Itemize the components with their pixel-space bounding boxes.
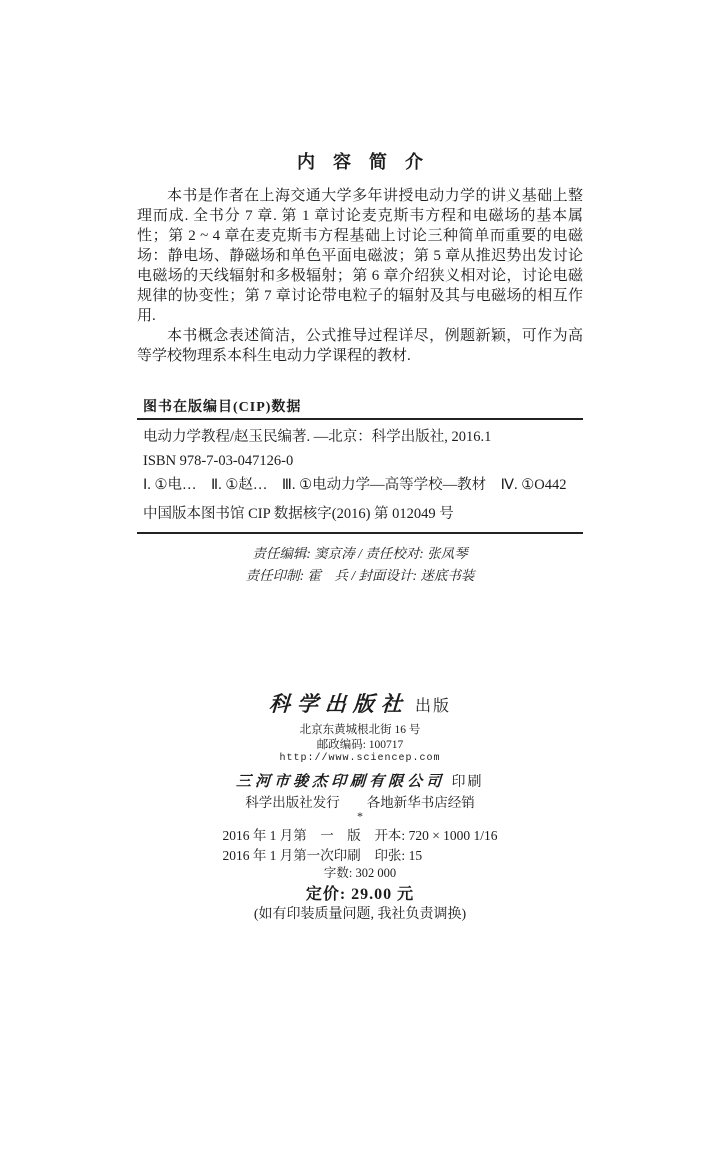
publisher-postcode: 邮政编码: 100717 — [316, 739, 404, 751]
intro-paragraph-2: 本书概念表述简洁，公式推导过程详尽，例题新颖，可作为高等学校物理系本科生电动力学课程的教材. — [137, 328, 583, 364]
staff-print-design-line: 责任印制: 霍 兵 / 封面设计: 迷底书装 — [245, 568, 475, 583]
staff-editors-line: 责任编辑: 窦京涛 / 责任校对: 张凤琴 — [252, 546, 468, 561]
quality-note-line: (如有印装质量问题, 我社负责调换) — [253, 907, 467, 922]
asterisk-divider: * — [357, 809, 363, 823]
cip-registry-line: 中国版本图书馆 CIP 数据核字(2016) 第 012049 号 — [143, 506, 454, 522]
publisher-url: http://www.sciencep.com — [279, 753, 441, 764]
cip-title-line: 电动力学教程/赵玉民编著. —北京：科学出版社, 2016.1 — [143, 429, 492, 445]
printer-name: 三河市骏杰印刷有限公司 — [236, 774, 446, 790]
printer-line — [137, 772, 583, 792]
intro-paragraph-1: 本书是作者在上海交通大学多年讲授电动力学的讲义基础上整理而成. 全书分 7 章. 第 1 章讨论麦克斯韦方程和电磁场的基本属性；第 2 ~ 4 章在麦克斯韦方程基础上讨论三种简单而重要的电磁场：静电场、静磁场和单色平面电磁波；第 5 章从推迟势出发讨论电磁场的天线辐射和多极辐射；第 6 章介绍狭义相对论，讨论电磁规律的协变性；第 7 章讨论带电粒子的辐射及其与电磁场的相互作用. — [137, 188, 583, 324]
print-label: 印刷 — [451, 775, 484, 790]
imprint-block — [137, 691, 583, 924]
publisher-address: 北京东黄城根北街 16 号 — [299, 724, 421, 736]
cip-heading: 图书在版编目(CIP)数据 — [143, 400, 302, 415]
word-count-line: 字数: 302 000 — [323, 866, 397, 880]
cip-body — [137, 420, 583, 532]
edition-line-right: 开本: 720 × 1000 1/16 — [374, 828, 498, 843]
publish-label: 出版 — [414, 698, 451, 715]
printing-line-right: 印张: 15 — [374, 848, 423, 863]
cip-bottom-rule — [137, 532, 583, 534]
staff-credits — [137, 543, 583, 587]
cip-classification-line: Ⅰ. ①电… Ⅱ. ①赵… Ⅲ. ①电动力学—高等学校—教材 Ⅳ. ①O442 — [143, 477, 567, 493]
cip-isbn-line: ISBN 978-7-03-047126-0 — [143, 453, 294, 469]
cip-data-box — [137, 398, 583, 534]
copyright-page — [137, 150, 583, 924]
intro-title: 内 容 简 介 — [297, 152, 423, 172]
distribution-line: 科学出版社发行 各地新华书店经销 — [245, 795, 475, 810]
publisher-logo: 科学出版社 — [268, 692, 410, 716]
price-line: 定价: 29.00 元 — [305, 886, 415, 903]
publisher-logo-line — [137, 691, 583, 720]
printing-line-left: 2016 年 1 月第一次印刷 — [222, 848, 361, 863]
edition-info — [222, 826, 497, 866]
edition-line-left: 2016 年 1 月第 一 版 — [222, 828, 361, 843]
